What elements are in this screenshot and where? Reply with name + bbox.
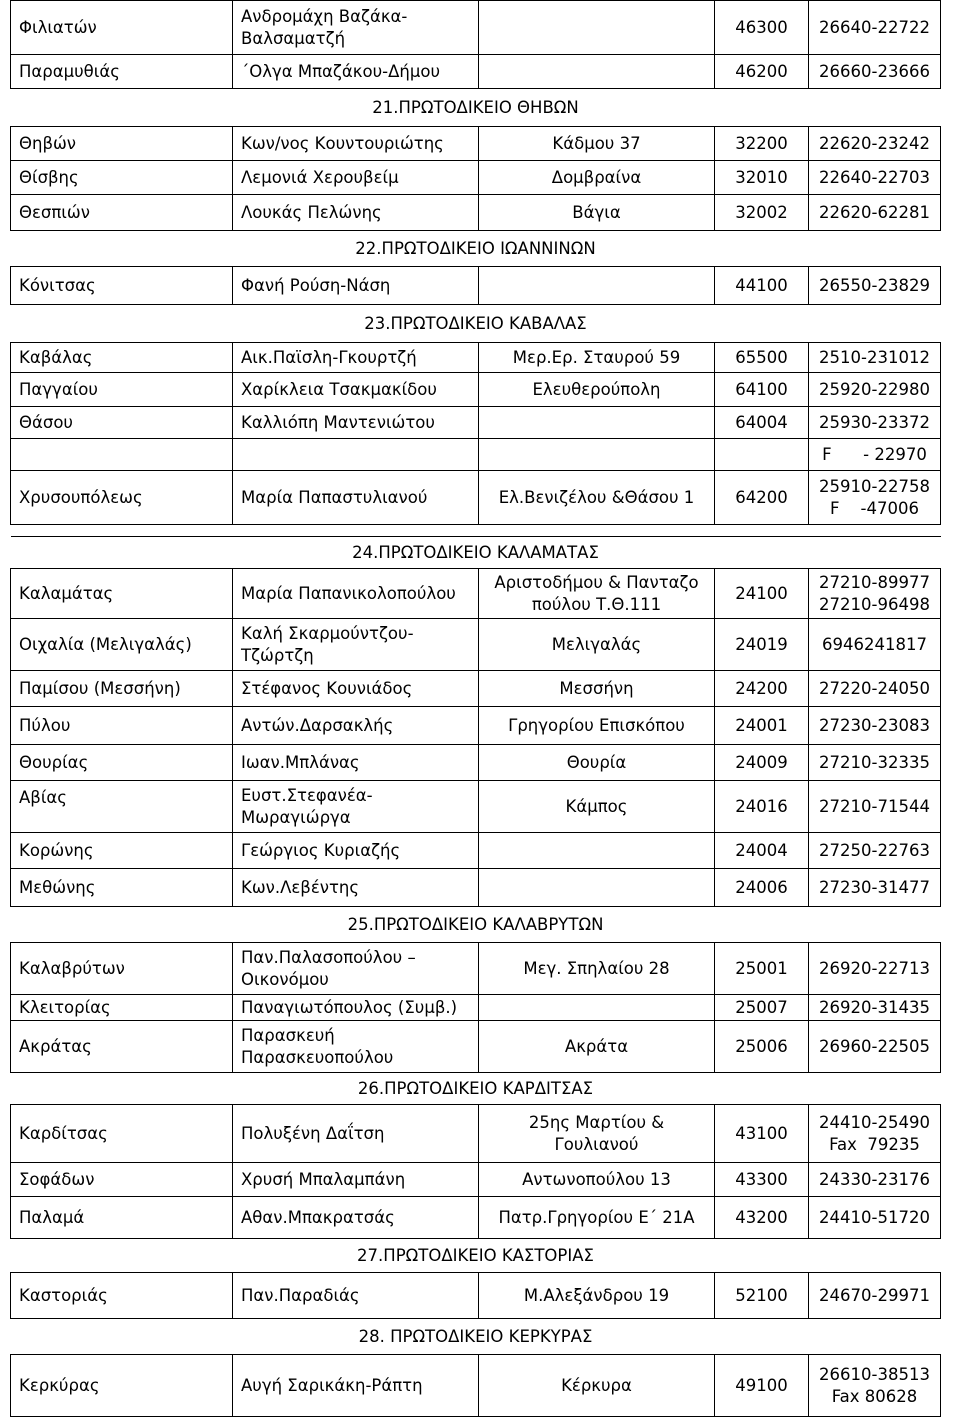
table-row: [11, 1021, 941, 1073]
address: [479, 267, 715, 305]
phone: [809, 1105, 941, 1163]
postal-code: 43100: [715, 1105, 809, 1163]
table-row: [11, 471, 941, 525]
representative-name: [233, 943, 479, 995]
representative-name: Φανή Ρούση-Νάση: [233, 267, 479, 305]
phone: 24410-51720: [809, 1197, 941, 1239]
address-line: 25ης Μαρτίου &: [528, 1112, 665, 1132]
section-row: [11, 89, 941, 127]
representative-name: Κων.Λεβέντης: [233, 869, 479, 907]
court-name: Παραμυθιάς: [11, 55, 233, 89]
postal-code: 64004: [715, 407, 809, 439]
section-heading: 27.ΠΡΩΤΟΔΙΚΕΙΟ ΚΑΣΤΟΡΙΑΣ: [11, 1239, 941, 1273]
address: Μ.Αλεξάνδρου 19: [479, 1273, 715, 1319]
phone: 26960-22505: [809, 1021, 941, 1073]
court-name: Παλαμά: [11, 1197, 233, 1239]
representative-name: Χαρίκλεια Τσακμακίδου: [233, 373, 479, 407]
phone: 26920-31435: [809, 995, 941, 1021]
address: Κάδμου 37: [479, 127, 715, 161]
table-row: [11, 745, 941, 781]
section-heading: 21.ΠΡΩΤΟΔΙΚΕΙΟ ΘΗΒΩΝ: [11, 89, 941, 127]
postal-code: 32010: [715, 161, 809, 195]
name-line: Οικονόμου: [241, 969, 329, 989]
court-name: Κλειτορίας: [11, 995, 233, 1021]
phone: 27230-31477: [809, 869, 941, 907]
representative-name: [233, 619, 479, 671]
address-line: πούλου Τ.Θ.111: [531, 594, 662, 614]
section-heading: 26.ΠΡΩΤΟΔΙΚΕΙΟ ΚΑΡΔΙΤΣΑΣ: [11, 1073, 941, 1105]
section-heading: 28. ΠΡΩΤΟΔΙΚΕΙΟ ΚΕΡΚΥΡΑΣ: [11, 1319, 941, 1355]
phone-line: 27210-89977: [819, 572, 930, 592]
name-line: Παρασκευοπούλου: [241, 1047, 394, 1067]
postal-code: 24001: [715, 707, 809, 745]
postal-code: 46300: [715, 1, 809, 55]
section-row: [11, 231, 941, 267]
section-row: [11, 305, 941, 343]
address: Μεγ. Σπηλαίου 28: [479, 943, 715, 995]
phone: 27210-71544: [809, 781, 941, 833]
section-row: [11, 907, 941, 943]
court-name: Θηβών: [11, 127, 233, 161]
address: Ελ.Βενιζέλου &Θάσου 1: [479, 471, 715, 525]
phone: 27220-24050: [809, 671, 941, 707]
representative-name: Αυγή Σαρικάκη-Ράπτη: [233, 1355, 479, 1417]
representative-name: Αικ.Παϊσλη-Γκουρτζή: [233, 343, 479, 373]
representative-name: ΄Ολγα Μπαζάκου-Δήμου: [233, 55, 479, 89]
postal-code: 64200: [715, 471, 809, 525]
postal-code: 46200: [715, 55, 809, 89]
phone: 27210-32335: [809, 745, 941, 781]
address: [479, 833, 715, 869]
court-name: Πύλου: [11, 707, 233, 745]
court-name: Μεθώνης: [11, 869, 233, 907]
address: Κέρκυρα: [479, 1355, 715, 1417]
phone: [809, 1355, 941, 1417]
address: [479, 439, 715, 471]
section-heading: 23.ΠΡΩΤΟΔΙΚΕΙΟ ΚΑΒΑΛΑΣ: [11, 305, 941, 343]
address: [479, 569, 715, 619]
representative-name: Ανδρομάχη Βαζάκα-Βαλσαματζή: [233, 1, 479, 55]
representative-name: Παναγιωτόπουλος (Συμβ.): [233, 995, 479, 1021]
table-row: [11, 1105, 941, 1163]
address: [479, 1105, 715, 1163]
postal-code: 32200: [715, 127, 809, 161]
postal-code: 52100: [715, 1273, 809, 1319]
court-name: Θάσου: [11, 407, 233, 439]
address: Βάγια: [479, 195, 715, 231]
table-row: [11, 1163, 941, 1197]
postal-code: 24009: [715, 745, 809, 781]
representative-name: Μαρία Παπανικολοπούλου: [233, 569, 479, 619]
postal-code: 25007: [715, 995, 809, 1021]
representative-name: Καλλιόπη Μαντενιώτου: [233, 407, 479, 439]
table-row: [11, 407, 941, 439]
address: Δομβραίνα: [479, 161, 715, 195]
representative-name: Αθαν.Μπακρατσάς: [233, 1197, 479, 1239]
table-row: [11, 995, 941, 1021]
representative-name: Χρυσή Μπαλαμπάνη: [233, 1163, 479, 1197]
section-row: [11, 537, 941, 569]
table-row: [11, 943, 941, 995]
phone: 22640-22703: [809, 161, 941, 195]
court-name: Θουρίας: [11, 745, 233, 781]
postal-code: 24004: [715, 833, 809, 869]
table-row: [11, 869, 941, 907]
table-row: [11, 707, 941, 745]
table-row: [11, 781, 941, 833]
section-heading: 24.ΠΡΩΤΟΔΙΚΕΙΟ ΚΑΛΑΜΑΤΑΣ: [11, 537, 941, 569]
court-name: Καλαμάτας: [11, 569, 233, 619]
fax: F - 22970: [809, 439, 941, 471]
address: [479, 1, 715, 55]
phone: 27230-23083: [809, 707, 941, 745]
table-row: [11, 1273, 941, 1319]
phone: 22620-62281: [809, 195, 941, 231]
address: Πατρ.Γρηγορίου Ε΄ 21Α: [479, 1197, 715, 1239]
postal-code: 25006: [715, 1021, 809, 1073]
court-name: Παμίσου (Μεσσήνη): [11, 671, 233, 707]
phone: 24330-23176: [809, 1163, 941, 1197]
postal-code: 32002: [715, 195, 809, 231]
address: [479, 995, 715, 1021]
phone: [809, 471, 941, 525]
phone: [809, 569, 941, 619]
fax-line: F -47006: [830, 498, 919, 518]
name-line: Τζώρτζη: [241, 645, 314, 665]
address: Κάμπος: [479, 781, 715, 833]
court-name: Κόνιτσας: [11, 267, 233, 305]
representative-name: Λουκάς Πελώνης: [233, 195, 479, 231]
address: Μελιγαλάς: [479, 619, 715, 671]
fax-line: Fax 79235: [829, 1134, 920, 1154]
spacer: [11, 525, 941, 537]
court-name: Καρδίτσας: [11, 1105, 233, 1163]
phone: 26550-23829: [809, 267, 941, 305]
section-row: [11, 1239, 941, 1273]
court-name: Κερκύρας: [11, 1355, 233, 1417]
table-row: [11, 619, 941, 671]
table-row: [11, 127, 941, 161]
table-row: [11, 343, 941, 373]
court-name: Καβάλας: [11, 343, 233, 373]
representative-name: Παν.Παραδιάς: [233, 1273, 479, 1319]
name-line: Καλή Σκαρμούντζου-: [241, 623, 414, 643]
phone-line: 24410-25490: [819, 1112, 930, 1132]
postal-code: 43200: [715, 1197, 809, 1239]
representative-name: [233, 439, 479, 471]
phone: 25920-22980: [809, 373, 941, 407]
name-line: Παν.Παλασοπούλου –: [241, 947, 416, 967]
court-name: Φιλιατών: [11, 1, 233, 55]
postal-code: 44100: [715, 267, 809, 305]
table-row: [11, 439, 941, 471]
phone: 26920-22713: [809, 943, 941, 995]
postal-code: 24006: [715, 869, 809, 907]
postal-code: 64100: [715, 373, 809, 407]
table-row: [11, 833, 941, 869]
table-row: [11, 55, 941, 89]
postal-code: 65500: [715, 343, 809, 373]
table-row: [11, 195, 941, 231]
phone-line: 27210-96498: [819, 594, 930, 614]
postal-code: 24019: [715, 619, 809, 671]
representative-name: Αντών.Δαρσακλής: [233, 707, 479, 745]
court-name: Χρυσουπόλεως: [11, 471, 233, 525]
representative-name: Γεώργιος Κυριαζής: [233, 833, 479, 869]
representative-name: [233, 1021, 479, 1073]
name-line: Παρασκευή: [241, 1025, 335, 1045]
representative-name: Στέφανος Κουνιάδος: [233, 671, 479, 707]
phone-line: 26610-38513: [819, 1364, 930, 1384]
court-directory: [10, 0, 940, 1417]
address-line: Αριστοδήμου & Πανταζο: [494, 572, 699, 592]
phone: 27250-22763: [809, 833, 941, 869]
court-name: Καστοριάς: [11, 1273, 233, 1319]
court-name: Αβίας: [11, 781, 233, 833]
address: [479, 55, 715, 89]
representative-name: [233, 781, 479, 833]
phone: 26660-23666: [809, 55, 941, 89]
address: Γρηγορίου Επισκόπου: [479, 707, 715, 745]
name-line: Μωραγιώργα: [241, 807, 351, 827]
address: [479, 869, 715, 907]
phone: 6946241817: [809, 619, 941, 671]
address: Μερ.Ερ. Σταυρού 59: [479, 343, 715, 373]
address: Μεσσήνη: [479, 671, 715, 707]
section-heading: 22.ΠΡΩΤΟΔΙΚΕΙΟ ΙΩΑΝΝΙΝΩΝ: [11, 231, 941, 267]
phone: 25930-23372: [809, 407, 941, 439]
postal-code: 49100: [715, 1355, 809, 1417]
spacer-row: [11, 525, 941, 537]
court-name: Σοφάδων: [11, 1163, 233, 1197]
representative-name: Κων/νος Κουντουριώτης: [233, 127, 479, 161]
postal-code: 25001: [715, 943, 809, 995]
phone: 26640-22722: [809, 1, 941, 55]
table-row: [11, 373, 941, 407]
fax-line: Fax 80628: [831, 1386, 918, 1406]
section-row: [11, 1319, 941, 1355]
court-name: Ακράτας: [11, 1021, 233, 1073]
address-line: Γουλιανού: [554, 1134, 639, 1154]
table-row: [11, 1355, 941, 1417]
postal-code: 43300: [715, 1163, 809, 1197]
address: [479, 407, 715, 439]
court-name: Οιχαλία (Μελιγαλάς): [11, 619, 233, 671]
court-name: [11, 439, 233, 471]
table-row: [11, 267, 941, 305]
address: Αντωνοπούλου 13: [479, 1163, 715, 1197]
representative-name: Πολυξένη Δαΐτση: [233, 1105, 479, 1163]
table-row: [11, 1, 941, 55]
court-name: Θεσπιών: [11, 195, 233, 231]
phone: 24670-29971: [809, 1273, 941, 1319]
court-name: Θίσβης: [11, 161, 233, 195]
representative-name: Μαρία Παπαστυλιανού: [233, 471, 479, 525]
table-row: [11, 569, 941, 619]
address: Ελευθερούπολη: [479, 373, 715, 407]
representative-name: Λεμονιά Χερουβείμ: [233, 161, 479, 195]
postal-code: [715, 439, 809, 471]
address: Ακράτα: [479, 1021, 715, 1073]
table-row: [11, 161, 941, 195]
court-name: Κορώνης: [11, 833, 233, 869]
court-name: Καλαβρύτων: [11, 943, 233, 995]
section-heading: 25.ΠΡΩΤΟΔΙΚΕΙΟ ΚΑΛΑΒΡΥΤΩΝ: [11, 907, 941, 943]
section-row: [11, 1073, 941, 1105]
address: Θουρία: [479, 745, 715, 781]
postal-code: 24200: [715, 671, 809, 707]
phone: 2510-231012: [809, 343, 941, 373]
court-directory-table: [10, 0, 941, 1417]
table-row: [11, 1197, 941, 1239]
phone-line: 25910-22758: [819, 476, 930, 496]
representative-name: Ιωαν.Μπλάνας: [233, 745, 479, 781]
postal-code: 24016: [715, 781, 809, 833]
table-row: [11, 671, 941, 707]
postal-code: 24100: [715, 569, 809, 619]
phone: 22620-23242: [809, 127, 941, 161]
court-name: Παγγαίου: [11, 373, 233, 407]
name-line: Ευστ.Στεφανέα-: [241, 785, 373, 805]
